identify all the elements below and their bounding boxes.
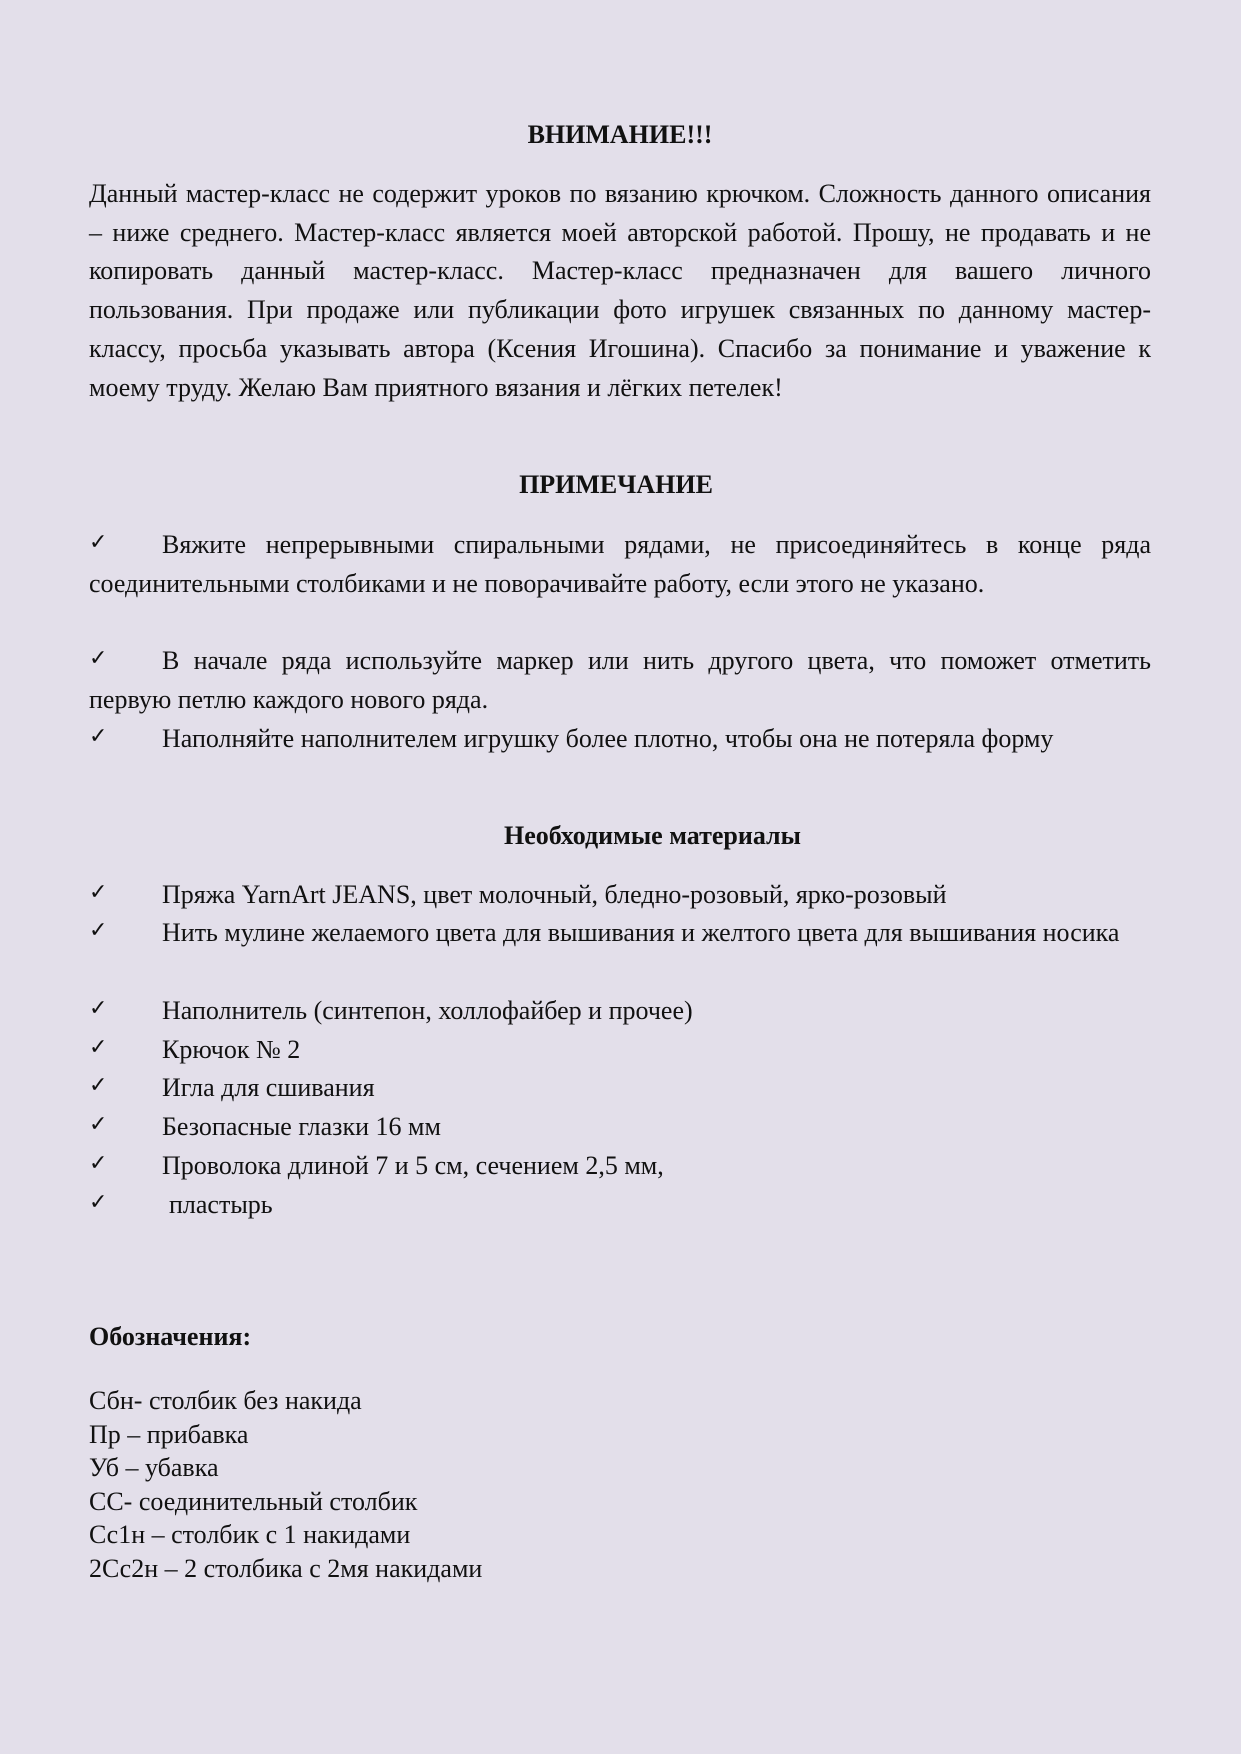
legend-item: СС- соединительный столбик	[89, 1486, 418, 1516]
checkmark-icon: ✓	[89, 1190, 108, 1215]
checkmark-icon: ✓	[89, 646, 108, 671]
note-item	[89, 526, 1151, 603]
note-item-text: Наполняйте наполнителем игрушку более плотно, чтобы она не потеряла форму	[162, 724, 1054, 753]
materials-item	[89, 1186, 1151, 1225]
materials-item	[89, 876, 1151, 915]
note-item-text: Вяжите непрерывными спиральными рядами, не присоединяйтесь в конце ряда соединительными столбиками и не поворачивайте работу, если этого не указано.	[89, 530, 1151, 598]
materials-item	[89, 1108, 1151, 1147]
materials-item	[89, 1069, 1151, 1108]
materials-heading: Необходимые материалы	[504, 821, 801, 850]
checkmark-icon: ✓	[89, 1035, 108, 1060]
materials-item	[89, 992, 1151, 1031]
materials-item-text: пластырь	[169, 1190, 273, 1219]
note-item	[89, 720, 1151, 759]
legend-list	[89, 1384, 482, 1586]
checkmark-icon: ✓	[89, 724, 108, 749]
legend-title: Обозначения:	[89, 1322, 252, 1351]
materials-item-text: Пряжа YarnArt JEANS, цвет молочный, бледно-розовый, ярко-розовый	[162, 880, 947, 909]
legend-item: Уб – убавка	[89, 1453, 219, 1483]
legend-item: Сс1н – столбик с 1 накидами	[89, 1520, 411, 1550]
materials-item-text: Наполнитель (синтепон, холлофайбер и прочее)	[162, 996, 693, 1025]
materials-item	[89, 914, 1151, 953]
checkmark-icon: ✓	[89, 996, 108, 1021]
note-heading: ПРИМЕЧАНИЕ	[519, 470, 713, 499]
materials-item	[89, 1147, 1151, 1186]
legend-item: Пр – прибавка	[89, 1419, 249, 1449]
materials-item	[89, 1031, 1151, 1070]
materials-item-text: Крючок № 2	[162, 1035, 301, 1064]
legend-item: Сбн- столбик без накида	[89, 1386, 362, 1415]
materials-item-text: Нить мулине желаемого цвета для вышивания и желтого цвета для вышивания носика	[162, 918, 1120, 947]
checkmark-icon: ✓	[89, 880, 108, 905]
materials-item-text: Проволока длиной 7 и 5 см, сечением 2,5 мм,	[162, 1151, 664, 1180]
materials-item-text: Игла для сшивания	[162, 1073, 375, 1102]
checkmark-icon: ✓	[89, 1112, 108, 1137]
legend-item: 2Сс2н – 2 столбика с 2мя накидами	[89, 1553, 483, 1583]
materials-item-text: Безопасные глазки 16 мм	[162, 1112, 441, 1141]
checkmark-icon: ✓	[89, 1151, 108, 1176]
document-page	[89, 0, 1151, 1754]
checkmark-icon: ✓	[89, 530, 108, 555]
note-item	[89, 642, 1151, 719]
note-item-text: В начале ряда используйте маркер или нить другого цвета, что поможет отметить первую петлю каждого нового ряда.	[89, 646, 1151, 714]
checkmark-icon: ✓	[89, 1073, 108, 1098]
checkmark-icon: ✓	[89, 918, 108, 943]
attention-heading: ВНИМАНИЕ!!!	[527, 120, 713, 149]
attention-text: Данный мастер-класс не содержит уроков по вязанию крючком. Сложность данного описания – ниже среднего. Мастер-класс является моей авторской работой. Прошу, не продавать и не копировать данный мастер-класс. Мастер-класс предназначен для вашего личного пользования. При продаже или публикации фото игрушек связанных по данному мастер-классу, просьба указывать автора (Ксения Игошина). Спасибо за понимание и уважение к моему труду. Желаю Вам приятного вязания и лёгких петелек!	[89, 179, 1151, 402]
